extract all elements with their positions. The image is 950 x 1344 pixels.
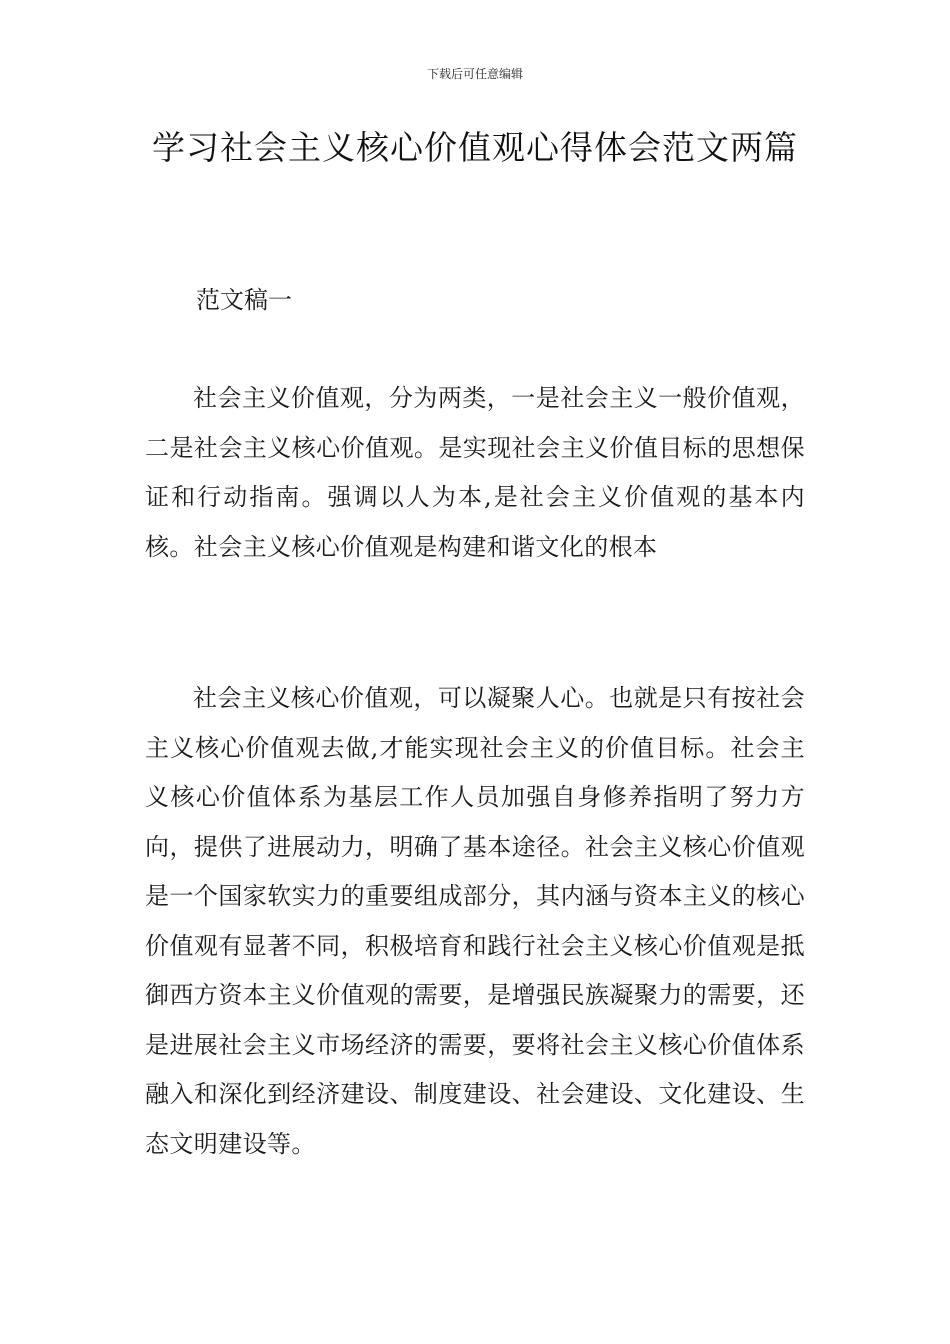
paragraph-2: 社会主义核心价值观，可以凝聚人心。也就是只有按社会主义核心价值观去做,才能实现社会主义的价值目标。社会主义核心价值体系为基层工作人员加强自身修养指明了努力方向，提供了进展动力，明确了基本途径。社会主义核心价值观是一个国家软实力的重要组成部分，其内涵与资本主义的核心价值观有显著不同，积极培育和践行社会主义核心价值观是抵御西方资本主义价值观的需要，是增强民族凝聚力的需要，还是进展社会主义市场经济的需要，要将社会主义核心价值体系融入和深化到经济建设、制度建设、社会建设、文化建设、生态文明建设等。 xyxy=(145,684,805,1158)
header-note: 下载后可任意编辑 xyxy=(426,67,523,81)
document-title: 学习社会主义核心价值观心得体会范文两篇 xyxy=(152,128,798,167)
document-subhead: 范文稿一 xyxy=(196,286,292,314)
paragraph-1: 社会主义价值观，分为两类，一是社会主义一般价值观，二是社会主义核心价值观。是实现社会主义价值目标的思想保证和行动指南。强调以人为本,是社会主义价值观的基本内核。社会主义核心价值观是构建和谐文化的根本 xyxy=(145,384,805,561)
